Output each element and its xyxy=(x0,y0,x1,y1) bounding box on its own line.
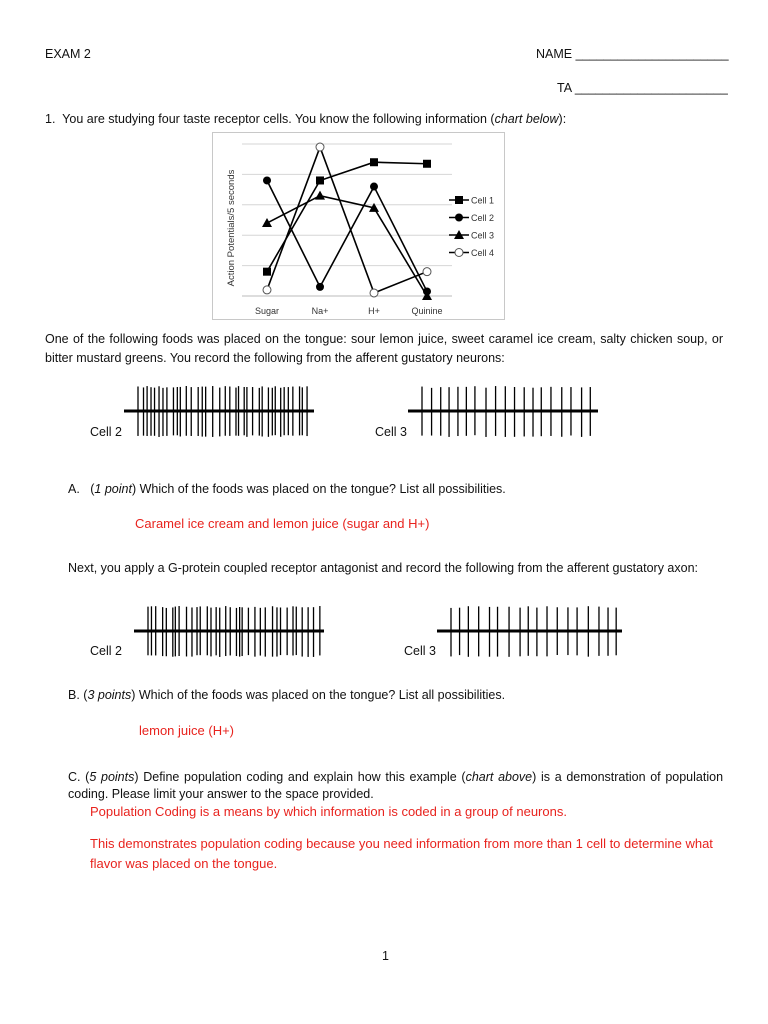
question-b-points: 3 points xyxy=(87,688,132,702)
data-point xyxy=(263,176,271,184)
data-point xyxy=(316,176,324,184)
question-c-text-italic: chart above xyxy=(465,770,533,784)
question-c-text-end: ) is a demonstration of population coding. Please limit your answer to the space provided. xyxy=(68,770,724,801)
legend-entry xyxy=(449,196,494,206)
question-b: B. (3 points) Which of the foods was placed on the tongue? List all possibilities. xyxy=(68,688,506,702)
legend-label: Cell 3 xyxy=(471,230,495,241)
question-text-italic: chart below xyxy=(494,112,559,126)
data-point xyxy=(423,268,431,276)
next-paragraph: Next, you apply a G-protein coupled receptor antagonist and record the following from the afferent gustatory axon: xyxy=(68,561,698,575)
question-c-prefix: C. xyxy=(68,770,81,784)
question-text-end: ): xyxy=(558,112,567,126)
x-tick-label: H+ xyxy=(368,306,380,316)
data-point xyxy=(316,283,324,291)
recording-1-cell-2-trace xyxy=(124,380,314,440)
x-tick-label: Na+ xyxy=(311,306,329,316)
ta-field[interactable]: TA ______________________ xyxy=(557,81,728,95)
x-tick-label: Quinine xyxy=(411,306,443,316)
question-a: A. (1 point) Which of the foods was placed on the tongue? List all possibilities. xyxy=(68,482,506,496)
answer-a: Caramel ice cream and lemon juice (sugar and H+) xyxy=(135,516,430,531)
question-number: 1. xyxy=(45,112,56,126)
answer-b: lemon juice (H+) xyxy=(139,723,235,738)
legend-label: Cell 1 xyxy=(471,195,495,206)
question-a-prefix: A. xyxy=(68,482,80,496)
legend-label: Cell 2 xyxy=(471,213,495,223)
data-point xyxy=(455,249,463,257)
recording-1-cell-2-label: Cell 2 xyxy=(90,425,122,439)
page-number: 1 xyxy=(382,949,389,963)
data-point xyxy=(370,183,378,191)
intro-paragraph: One of the following foods was placed on the tongue: sour lemon juice, sweet caramel ice cream, salty chicken soup, or bitter mustard greens. You record the following from the afferent gustatory neurons: xyxy=(45,332,723,365)
taste-response-chart xyxy=(212,132,505,320)
data-point xyxy=(455,196,463,204)
question-1 xyxy=(45,112,566,126)
question-a-text: Which of the foods was placed on the tongue? List all possibilities. xyxy=(139,482,506,496)
data-point xyxy=(316,143,324,151)
name-field[interactable]: NAME ______________________ xyxy=(536,47,729,61)
question-text: You are studying four taste receptor cells. You know the following information ( xyxy=(62,112,495,126)
question-c-points: 5 points xyxy=(89,770,135,784)
recording-2-cell-2-trace xyxy=(134,600,329,660)
recording-2-cell-3-trace xyxy=(437,600,627,660)
question-c: C. (5 points) Define population coding and explain how this example (chart above) is a demonstration of population coding. Please limit your answer to the space provided. xyxy=(68,770,724,801)
data-point xyxy=(455,214,463,222)
recording-1-cell-3-trace xyxy=(408,380,608,440)
data-point xyxy=(370,158,378,166)
data-point xyxy=(263,268,271,276)
question-a-points: 1 point xyxy=(94,482,132,496)
data-point xyxy=(370,289,378,297)
chart-frame xyxy=(213,133,505,320)
recording-2-cell-2-label: Cell 2 xyxy=(90,644,122,658)
answer-c-explanation: This demonstrates population coding because you need information from more than 1 cell to determine what flavor was placed on the tongue. xyxy=(90,836,713,871)
question-b-prefix: B. xyxy=(68,688,80,702)
exam-title: EXAM 2 xyxy=(45,47,91,61)
question-c-text: Define population coding and explain how this example ( xyxy=(143,770,466,784)
recording-2-cell-3-label: Cell 3 xyxy=(404,644,436,658)
answer-c-definition: Population Coding is a means by which information is coded in a group of neurons. xyxy=(90,804,567,819)
y-axis-label: Action Potentials/5 seconds xyxy=(226,169,237,287)
data-point xyxy=(423,160,431,168)
data-point xyxy=(263,286,271,294)
legend-label: Cell 4 xyxy=(471,248,495,258)
recording-1-cell-3-label: Cell 3 xyxy=(375,425,407,439)
x-tick-label: Sugar xyxy=(254,306,280,316)
question-b-text: Which of the foods was placed on the tongue? List all possibilities. xyxy=(138,688,506,702)
